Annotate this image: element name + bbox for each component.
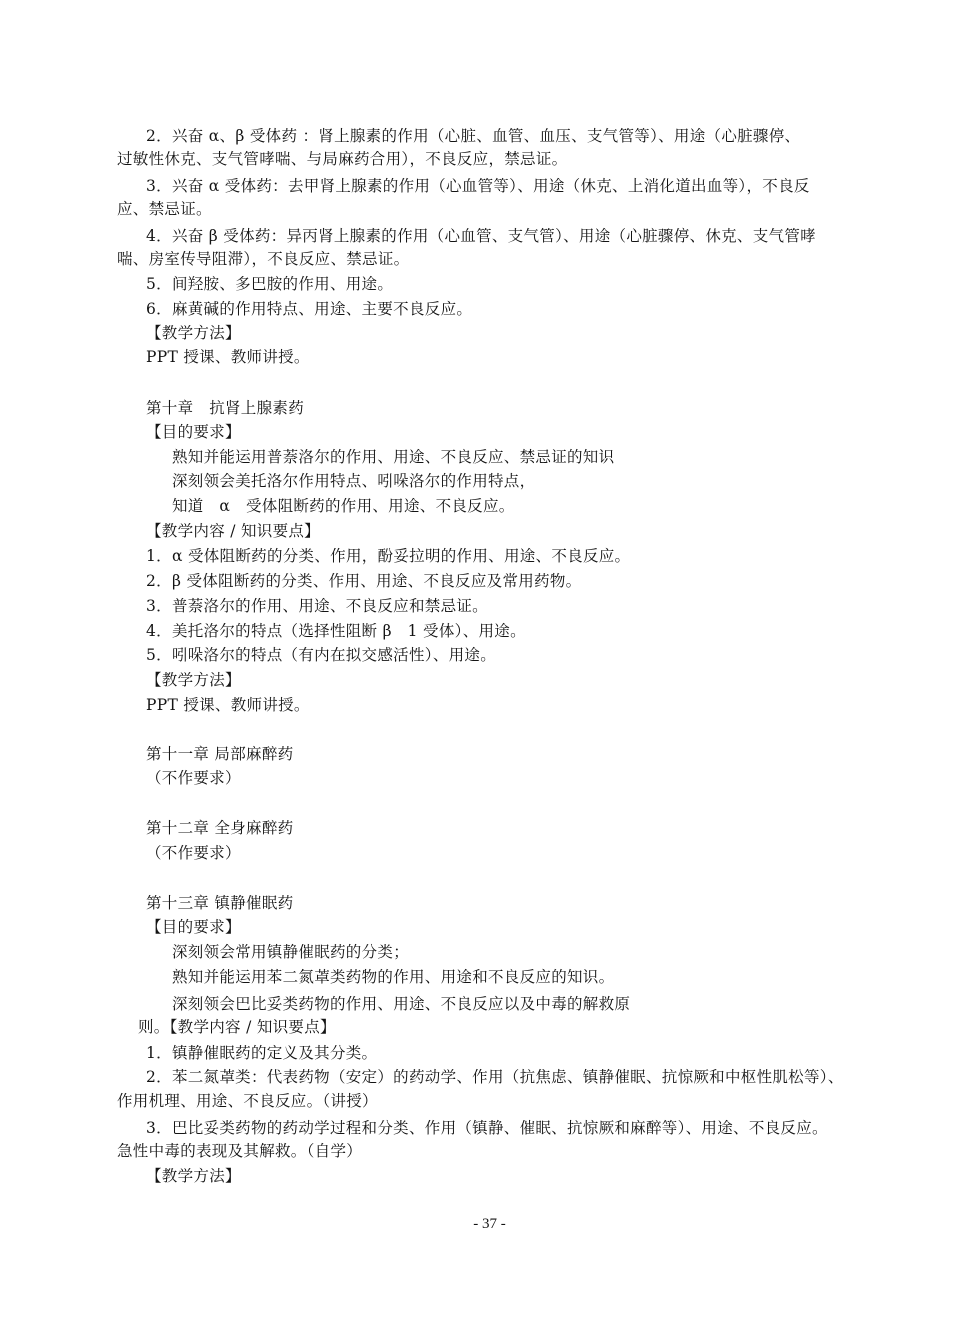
text-line: 过敏性休克、支气管哮喘、与局麻药合用），不良反应，禁忌证。: [117, 150, 568, 168]
text-line: 4．兴奋 β 受体药：异丙肾上腺素的作用（心血管、支气管）、用途（心脏骤停、休克、支气管哮: [146, 227, 816, 245]
page-number: - 37 -: [473, 1216, 506, 1232]
text-line: 则。【教学内容 / 知识要点】: [138, 1018, 336, 1036]
text-line: 2．β 受体阻断药的分类、作用、用途、不良反应及常用药物。: [146, 572, 582, 590]
section-heading: 【目的要求】: [146, 918, 241, 936]
text-line: 3．巴比妥类药物的药动学过程和分类、作用（镇静、催眠、抗惊厥和麻醉等）、用途、不良反应。: [146, 1119, 828, 1137]
text-line: 3．兴奋 α 受体药：去甲肾上腺素的作用（心血管等）、用途（休克、上消化道出血等），不良反: [146, 177, 810, 195]
text-line: 5．间羟胺、多巴胺的作用、用途。: [146, 275, 394, 293]
section-heading: 【教学方法】: [146, 324, 241, 342]
text-line: 知道 α 受体阻断药的作用、用途、不良反应。: [172, 497, 515, 515]
chapter-title: 第十二章 全身麻醉药: [146, 819, 294, 837]
text-line: PPT 授课、教师讲授。: [146, 696, 310, 714]
chapter-title: 第十章 抗肾上腺素药: [146, 399, 305, 417]
text-line: 4．美托洛尔的特点（选择性阻断 β 1 受体）、用途。: [146, 622, 526, 640]
text-line: 喘、房室传导阻滞），不良反应、禁忌证。: [117, 250, 410, 268]
text-line: 深刻领会常用镇静催眠药的分类；: [172, 943, 410, 961]
text-line: 作用机理、用途、不良反应。（讲授）: [117, 1092, 378, 1110]
text-line: 应、禁忌证。: [117, 200, 212, 218]
section-heading: 【教学方法】: [146, 1167, 241, 1185]
text-line: 1．镇静催眠药的定义及其分类。: [146, 1044, 378, 1062]
chapter-title: 第十一章 局部麻醉药: [146, 745, 294, 763]
text-line: （不作要求）: [146, 769, 241, 787]
text-line: （不作要求）: [146, 844, 241, 862]
text-line: 1．α 受体阻断药的分类、作用，酚妥拉明的作用、用途、不良反应。: [146, 547, 631, 565]
text-line: 熟知并能运用普萘洛尔的作用、用途、不良反应、禁忌证的知识: [172, 448, 615, 466]
text-line: 急性中毒的表现及其解救。（自学）: [117, 1142, 363, 1160]
text-line: PPT 授课、教师讲授。: [146, 348, 310, 366]
text-line: 3．普萘洛尔的作用、用途、不良反应和禁忌证。: [146, 597, 488, 615]
section-heading: 【目的要求】: [146, 423, 241, 441]
text-line: 深刻领会巴比妥类药物的作用、用途、不良反应以及中毒的解救原: [172, 995, 631, 1013]
text-line: 2．苯二氮䓬类：代表药物（安定）的药动学、作用（抗焦虑、镇静催眠、抗惊厥和中枢性肌松等）、: [146, 1068, 844, 1086]
section-heading: 【教学内容 / 知识要点】: [146, 522, 320, 540]
text-line: 熟知并能运用苯二氮䓬类药物的作用、用途和不良反应的知识。: [172, 968, 615, 986]
text-line: 深刻领会美托洛尔作用特点、吲哚洛尔的作用特点，: [172, 472, 536, 490]
section-heading: 【教学方法】: [146, 671, 241, 689]
text-line: 6．麻黄碱的作用特点、用途、主要不良反应。: [146, 300, 473, 318]
text-line: 2．兴奋 α、β 受体药 ：肾上腺素的作用（心脏、血管、血压、支气管等）、用途（心脏骤停、: [146, 127, 801, 145]
text-line: 5．吲哚洛尔的特点（有内在拟交感活性）、用途。: [146, 646, 497, 664]
chapter-title: 第十三章 镇静催眠药: [146, 894, 294, 912]
